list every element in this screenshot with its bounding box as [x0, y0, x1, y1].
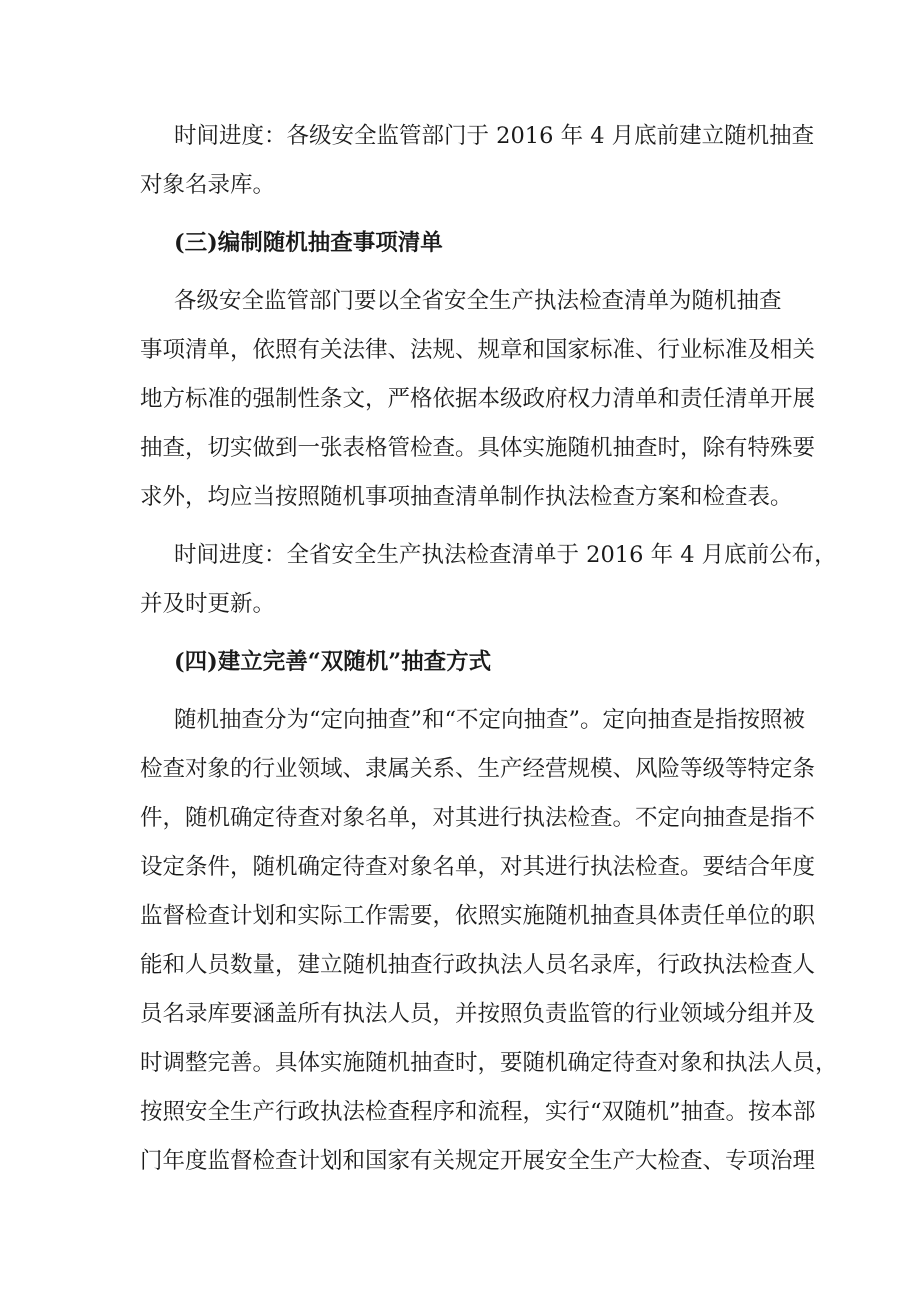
- text-line: 并及时更新。: [140, 591, 276, 617]
- text-line: 随机抽查分为“定向抽查”和“不定向抽查”。定向抽查是指按照被: [174, 707, 806, 733]
- text-line: 设定条件，随机确定待查对象名单，对其进行执法检查。要结合年度: [140, 854, 816, 880]
- text-line: 地方标准的强制性条文，严格依据本级政府权力清单和责任清单开展: [140, 386, 816, 412]
- paragraph-checklist: [0, 332, 920, 368]
- text-line: 员名录库要涵盖所有执法人员，并按照负责监管的行业领域分组并及: [140, 1001, 816, 1027]
- paragraph-random-inspection: [0, 849, 920, 885]
- paragraph-checklist: [0, 479, 920, 515]
- paragraph-random-inspection: [0, 751, 920, 787]
- paragraph-random-inspection: [0, 996, 920, 1032]
- heading-text: (三)编制随机抽查事项清单: [174, 230, 443, 256]
- text-line: 求外，均应当按照随机事项抽查清单制作执法检查方案和检查表。: [140, 484, 793, 510]
- text-line: 门年度监督检查计划和国家有关规定开展安全生产大检查、专项治理: [140, 1148, 816, 1174]
- paragraph-random-inspection: [0, 702, 920, 738]
- paragraph-random-inspection: [0, 898, 920, 934]
- paragraph-random-inspection: [0, 1045, 920, 1081]
- text-line: 检查对象的行业领域、隶属关系、生产经营规模、风险等级等特定条: [140, 756, 816, 782]
- text-line: 抽查，切实做到一张表格管检查。具体实施随机抽查时，除有特殊要: [140, 435, 816, 461]
- paragraph-time-progress-2: [0, 586, 920, 622]
- paragraph-checklist: [0, 283, 920, 319]
- text-line: 事项清单，依照有关法律、法规、规章和国家标准、行业标准及相关: [140, 337, 816, 363]
- text-line: 时间进度：全省安全生产执法检查清单于 2016 年 4 月底前公布，: [174, 542, 837, 568]
- paragraph-random-inspection: [0, 800, 920, 836]
- section-heading-4: [0, 644, 920, 680]
- text-line: 时调整完善。具体实施随机抽查时，要随机确定待查对象和执法人员，: [140, 1050, 838, 1076]
- paragraph-random-inspection: [0, 1143, 920, 1179]
- paragraph-time-progress-1: [0, 118, 920, 154]
- paragraph-time-progress-1: [0, 167, 920, 203]
- text-line: 按照安全生产行政执法检查程序和流程，实行“双随机”抽查。按本部: [140, 1099, 816, 1125]
- heading-text: (四)建立完善“双随机”抽查方式: [174, 649, 492, 675]
- text-line: 能和人员数量，建立随机抽查行政执法人员名录库，行政执法检查人: [140, 952, 816, 978]
- text-line: 监督检查计划和实际工作需要，依照实施随机抽查具体责任单位的职: [140, 903, 816, 929]
- text-line: 件，随机确定待查对象名单，对其进行执法检查。不定向抽查是指不: [140, 805, 816, 831]
- text-line: 对象名录库。: [140, 172, 276, 198]
- text-line: 各级安全监管部门要以全省安全生产执法检查清单为随机抽查: [174, 288, 782, 314]
- paragraph-random-inspection: [0, 1094, 920, 1130]
- paragraph-time-progress-2: [0, 537, 920, 573]
- paragraph-checklist: [0, 430, 920, 466]
- text-line: 时间进度：各级安全监管部门于 2016 年 4 月底前建立随机抽查: [174, 123, 815, 149]
- paragraph-checklist: [0, 381, 920, 417]
- section-heading-3: [0, 225, 920, 261]
- paragraph-random-inspection: [0, 947, 920, 983]
